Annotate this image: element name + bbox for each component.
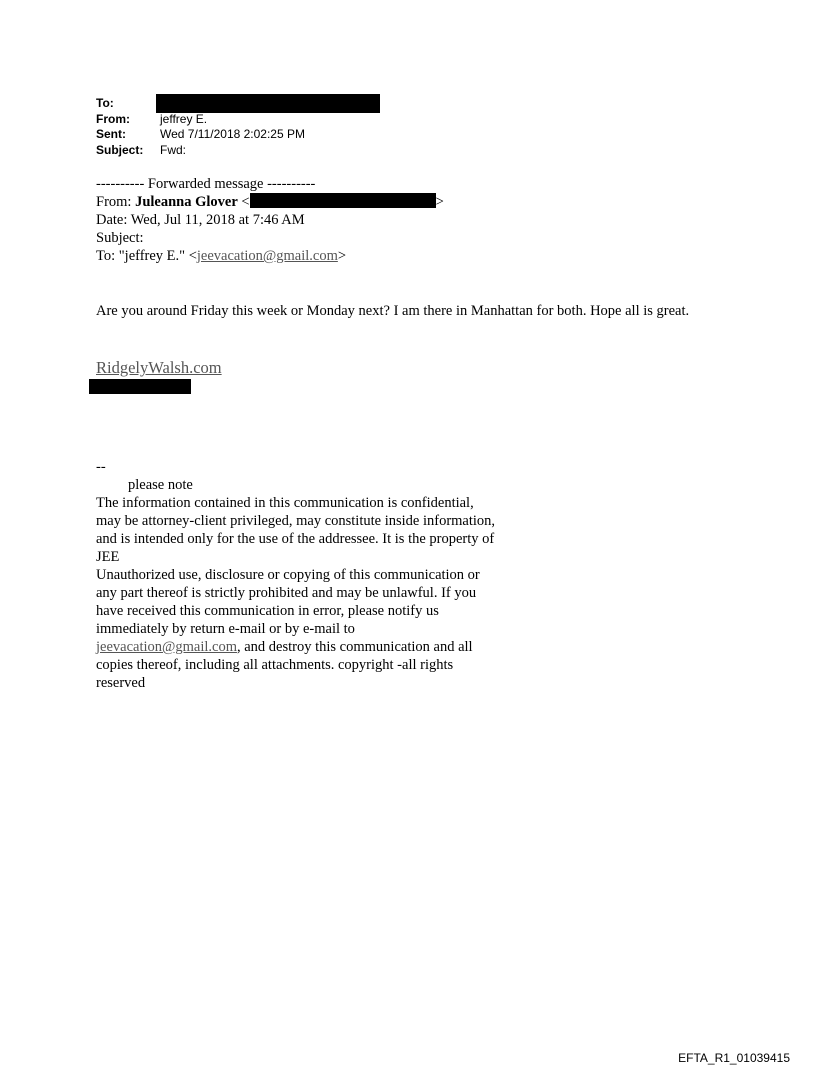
document-id: EFTA_R1_01039415 [678, 1051, 790, 1065]
redaction-box [89, 379, 191, 394]
to-label: To: [96, 96, 114, 110]
sent-label: Sent: [96, 127, 126, 141]
message-body: Are you around Friday this week or Monday next? I am there in Manhattan for both. Hope all is great. [96, 303, 690, 319]
disclaimer-text-2-pre: Unauthorized use, disclosure or copying of this communication or any part thereof is strictly prohibited and may be unlawful. If you have received this communication in error, please notify us immediately by return e-mail or by e-mail to [96, 567, 480, 637]
redaction-box [250, 193, 436, 208]
forward-to-suffix: > [337, 248, 347, 264]
forward-subject-line: Subject: [96, 230, 144, 246]
disclaimer-text-1: The information contained in this communication is confidential, may be attorney-client privileged, may constitute inside information, and is intended only for the use of the addressee. It is the property of [96, 495, 496, 547]
signature [96, 358, 222, 399]
disclaimer-dashes: -- [96, 459, 106, 475]
subject-row [96, 143, 380, 159]
disclaimer-owner: JEE [96, 549, 120, 565]
forward-from-close: > [435, 194, 444, 210]
forward-date-line: Date: Wed, Jul 11, 2018 at 7:46 AM [96, 212, 305, 228]
email-header [96, 96, 380, 158]
subject-value: Fwd: [160, 142, 187, 157]
disclaimer-text-2-post: , and destroy this communication and all copies thereof, including all attachments. copyright -all rights reserved [96, 639, 473, 691]
forward-from-open: < [237, 194, 250, 210]
forward-to-email-link[interactable]: jeevacation@gmail.com [196, 248, 338, 264]
forward-to-line [96, 247, 444, 265]
forward-from-name: Juleanna Glover [135, 194, 238, 210]
forwarded-header [96, 175, 444, 265]
from-row [96, 112, 380, 128]
sent-row [96, 127, 380, 143]
disclaimer-text-2 [96, 566, 496, 692]
forward-from-prefix: From: [96, 194, 136, 210]
disclaimer-email-link[interactable]: jeevacation@gmail.com [96, 639, 237, 655]
to-row [96, 96, 380, 112]
subject-label: Subject: [96, 142, 144, 157]
disclaimer [96, 458, 496, 692]
forward-to-prefix: To: "jeffrey E." < [96, 248, 197, 264]
forward-separator: ---------- Forwarded message ---------- [96, 176, 316, 192]
redaction-box [156, 94, 380, 113]
signature-link[interactable]: RidgelyWalsh.com [96, 358, 222, 377]
from-value: jeffrey E. [160, 111, 208, 126]
forward-from-line [96, 193, 444, 211]
sent-value: Wed 7/11/2018 2:02:25 PM [160, 127, 305, 141]
disclaimer-note: please note [128, 477, 193, 493]
from-label: From: [96, 111, 130, 126]
